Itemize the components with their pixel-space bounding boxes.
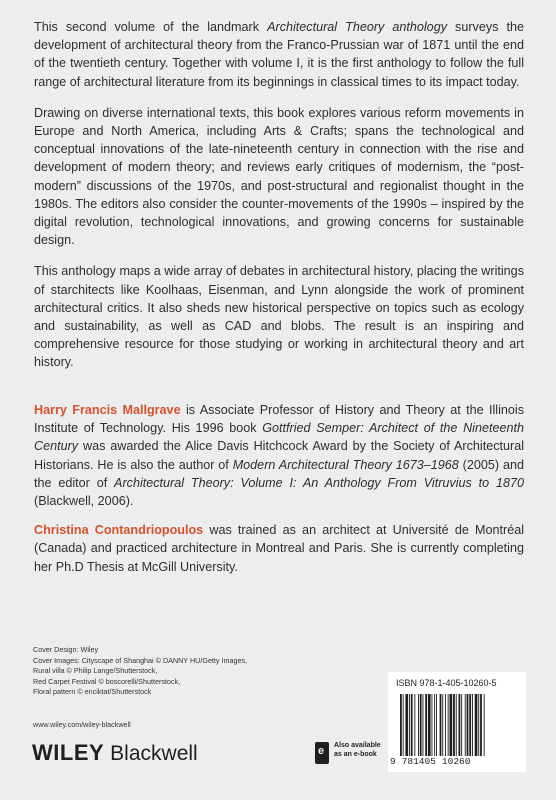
- barcode-bar: [459, 694, 461, 756]
- ebook-line: Also available: [334, 742, 381, 749]
- barcode-bar: [425, 694, 427, 756]
- isbn-barcode-box: [388, 672, 526, 772]
- isbn-label: ISBN 978-1-405-10260-5: [396, 678, 497, 688]
- logo-wiley: WILEY: [32, 740, 105, 765]
- bio-text: (Blackwell, 2006).: [34, 494, 134, 509]
- barcode-bar: [411, 694, 413, 756]
- bio-italic: Gottfried Semper: Architect of the Nineteenth Century: [34, 421, 524, 454]
- author-bios: [34, 401, 524, 587]
- barcode-bar: [472, 694, 473, 756]
- barcode-bar: [448, 694, 449, 756]
- barcode-digit-group: 781405: [401, 756, 436, 767]
- publisher-logo: [32, 740, 198, 766]
- barcode-bar: [405, 694, 408, 756]
- logo-blackwell: Blackwell: [110, 742, 198, 765]
- bio-italic: Architectural Theory: Volume I: An Anthology From Vitruvius to 1870: [114, 475, 524, 490]
- barcode-bar: [428, 694, 431, 756]
- barcode-bar: [456, 694, 457, 756]
- description: [34, 18, 524, 385]
- bio-text: was trained as an architect at Université de Montréal (Canada) and practiced architecture in Montreal and Paris. She is currently completing her Ph.D Thesis at McGill University.: [34, 523, 525, 574]
- barcode-bar: [436, 694, 437, 756]
- description-paragraph-3: This anthology maps a wide array of debates in architectural history, placing the writings of starchitects like Koolhaas, Eisenman, and Lynn alongside the work of prominent architectural critics. It also sheds new historical perspective on topics such as ecology and sustainability, as well as CAD and blobs. The result is an inspiring and comprehensive resource for those studying or working in architectural theory and art history.: [34, 264, 524, 370]
- publisher-url[interactable]: www.wiley.com/wiley-blackwell: [33, 720, 131, 729]
- author-bio-contandriopoulos: [34, 521, 524, 576]
- barcode-bar: [414, 694, 415, 756]
- barcode-bar: [450, 694, 453, 756]
- author-bio-mallgrave: [34, 401, 524, 510]
- barcode-bar: [418, 694, 419, 756]
- description-paragraph-2: Drawing on diverse international texts, this book explores various reform movements in Europe and North America, including Arts & Crafts; spans the technological and conceptual innovations of the late-nineteenth century in connection with the rise and development of modern theory; and reviews early critiques of modernism, the “post-modern” discussions of the 1970s, and post-structural and regionalist thought in the 1980s. The editors also consider the counter-movements of the 1990s – inspired by the digital revolution, technological innovations, and growing concerns for sustainable design.: [34, 105, 524, 248]
- barcode-bar: [453, 694, 455, 756]
- description-text: This second volume of the landmark: [34, 20, 268, 34]
- barcode-bar: [465, 694, 466, 756]
- ebook-text: [334, 742, 381, 759]
- cover-design-credit: Cover Design: Wiley: [33, 645, 99, 654]
- barcode-digit-group: 9: [390, 756, 396, 767]
- barcode-bar: [400, 694, 402, 756]
- bio-text: was awarded the Alice Davis Hitchcock Award by the Society of Architectural Historians. He is also the author of: [34, 439, 524, 472]
- bio-text: (2005) and the editor of: [34, 457, 524, 490]
- barcode-bar: [484, 694, 485, 756]
- barcode-bar: [432, 694, 433, 756]
- barcode-bar: [478, 694, 479, 756]
- cover-image-credit: Red Carpet Festival © boscorelli/Shutterstock,: [33, 676, 181, 686]
- author-name: Harry Francis Mallgrave: [34, 403, 181, 417]
- barcode-bar: [403, 694, 404, 756]
- barcode-bar: [423, 694, 424, 756]
- cover-image-credit: Floral pattern © enciktat/Shutterstock: [33, 687, 152, 697]
- ebook-notice: [315, 742, 381, 764]
- barcode-bar: [461, 694, 462, 756]
- barcode-bar: [445, 694, 446, 756]
- cover-image-credit: Cover Images: Cityscape of Shanghai © DANNY HU/Getty Images,: [33, 655, 248, 665]
- barcode: [398, 694, 518, 756]
- barcode-bar: [409, 694, 410, 756]
- description-text: surveys the development of architectural theory from the Franco-Prussian war of 1871 until the end of the twentieth century. Together with volume I, it is the first anthology to follow the full range of architectural literature from its beginnings in classical times to its impact today.: [34, 20, 524, 89]
- ebook-line: as an e-book: [334, 750, 377, 758]
- barcode-bar: [475, 694, 478, 756]
- barcode-digit-group: 10260: [441, 756, 471, 767]
- barcode-bar: [434, 694, 435, 756]
- description-paragraph-1: [34, 18, 524, 91]
- barcode-bar: [469, 694, 471, 756]
- barcode-bar: [420, 694, 422, 756]
- barcode-bar: [442, 694, 443, 756]
- cover-credits: [33, 645, 333, 698]
- bio-text: is Associate Professor of History and Theory at the Illinois Institute of Technology. His 1996 book: [34, 403, 524, 436]
- author-name: Christina Contandriopoulos: [34, 523, 204, 538]
- barcode-bar: [480, 694, 482, 756]
- bio-italic: Modern Architectural Theory 1673–1968: [232, 457, 459, 472]
- ebook-icon: [315, 742, 329, 764]
- barcode-digits: [388, 756, 528, 767]
- barcode-bar: [440, 694, 442, 756]
- cover-image-credit: Rural villa © Philip Lange/Shutterstock,: [33, 666, 158, 676]
- description-italic: Architectural Theory anthology: [267, 20, 447, 34]
- barcode-bar: [467, 694, 469, 756]
